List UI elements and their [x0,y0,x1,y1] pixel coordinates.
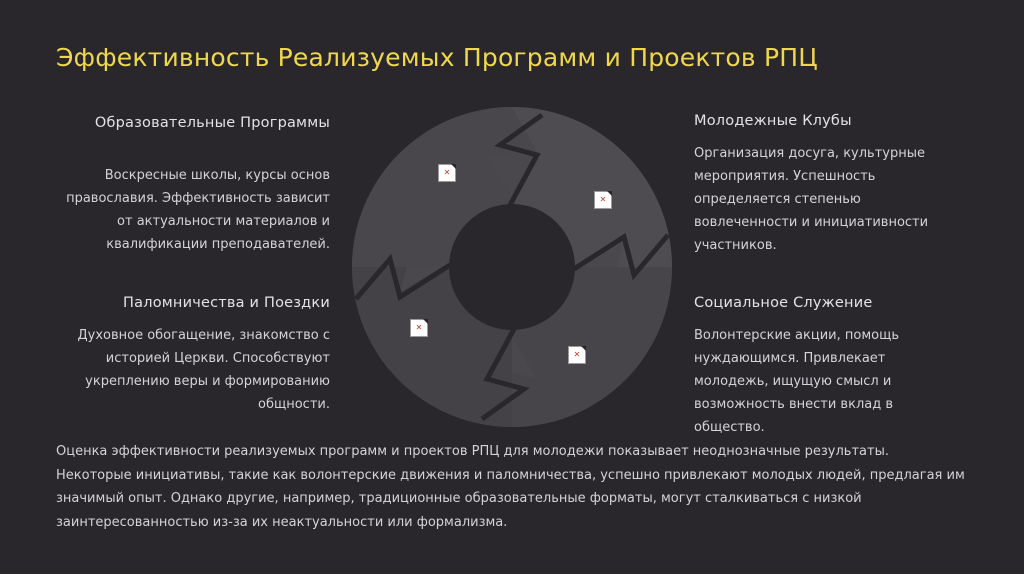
social-service-heading: Социальное Служение [694,295,873,311]
summary-paragraph: Оценка эффективности реализуемых программ и проектов РПЦ для молодежи показывает неоднозначные результаты. Некоторые инициативы, такие как волонтерские движения и паломничества, успешно привлекают молодых людей, предлагая им значимый опыт. Однако другие, например, традиционные образовательные форматы, могут сталкиваться с низкой заинтересованностью из-за их неактуальности или формализма. [56,444,965,530]
center-hole [449,204,575,330]
pilgrimage-description: Духовное обогащение, знакомство с историей Церкви. Способствуют укреплению веры и формированию общности. [77,328,330,412]
cycle-ring [342,97,682,437]
broken-image-icon: ✕ [594,191,612,209]
youth-clubs-description: Организация досуга, культурные мероприятия. Успешность определяется степенью вовлеченности и инициативности участников. [694,146,929,253]
youth-clubs-heading: Молодежные Клубы [694,113,852,129]
page-title: Эффективность Реализуемых Программ и Проектов РПЦ [56,43,818,72]
cycle-diagram [342,97,682,437]
education-heading: Образовательные Программы [94,115,330,131]
social-service-block [694,292,964,439]
education-block [56,112,330,256]
broken-image-icon: ✕ [410,319,428,337]
broken-image-icon: ✕ [568,346,586,364]
pilgrimage-block [56,292,330,416]
broken-image-icon: ✕ [438,164,456,182]
social-service-description: Волонтерские акции, помощь нуждающимся. Привлекает молодежь, ищущую смысл и возможность внести вклад в общество. [694,328,899,435]
youth-clubs-block [694,110,964,257]
education-description: Воскресные школы, курсы основ православия. Эффективность зависит от актуальности материалов и квалификации преподавателей. [66,168,330,252]
pilgrimage-heading: Паломничества и Поездки [123,295,330,311]
